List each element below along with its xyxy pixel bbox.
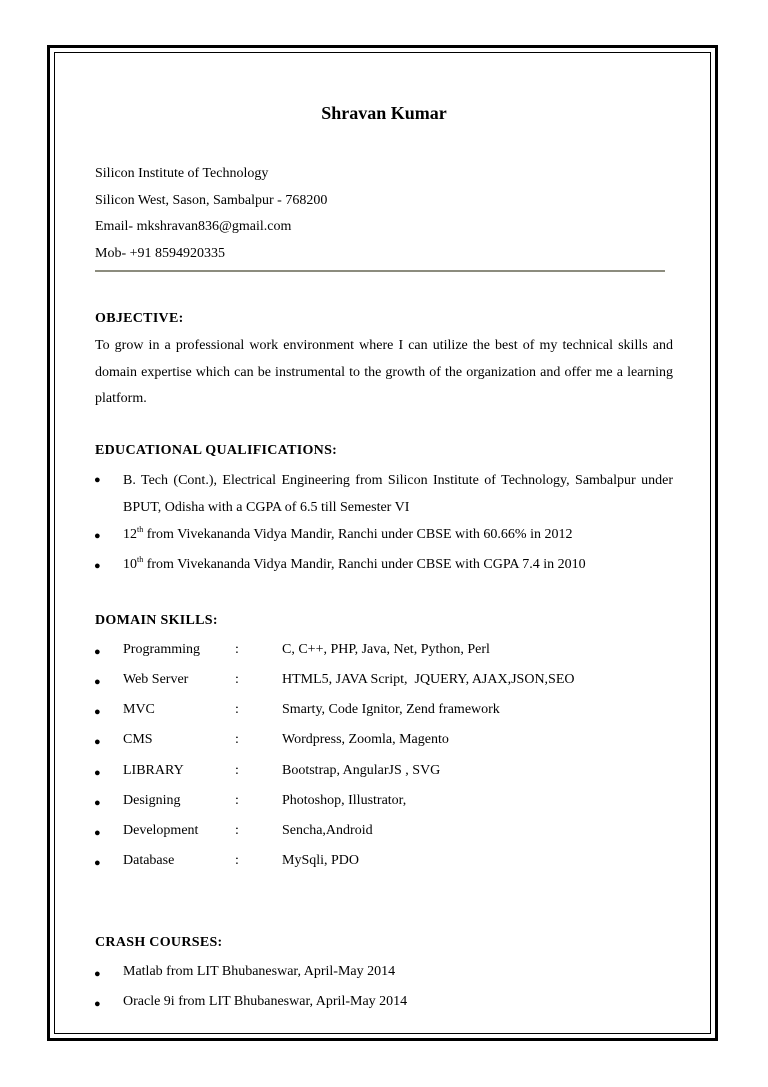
skill-separator: : <box>235 853 239 868</box>
bullet-icon: ● <box>94 646 101 658</box>
skill-separator: : <box>235 732 239 747</box>
education-item: 12th from Vivekananda Vidya Mandir, Ranchi under CBSE with 60.66% in 2012 <box>123 525 573 542</box>
skill-value: Smarty, Code Ignitor, Zend framework <box>282 702 500 717</box>
course-item: Matlab from LIT Bhubaneswar, April-May 2014 <box>123 964 396 979</box>
bullet-icon: ● <box>94 827 101 839</box>
skill-separator: : <box>235 763 239 778</box>
bullet-icon: ● <box>94 706 101 718</box>
skill-name: CMS <box>123 732 153 747</box>
objective-text: To grow in a professional work environment where I can utilize the best of my technical skills and domain expertise which can be instrumental to the growth of the organization and offer me a learning platform. <box>95 338 673 406</box>
skill-value: HTML5, JAVA Script, JQUERY, AJAX,JSON,SEO <box>282 672 575 687</box>
skill-name: Programming <box>123 642 200 657</box>
header-divider <box>95 270 665 272</box>
skill-name: Development <box>123 823 199 838</box>
bullet-icon: ● <box>94 560 101 572</box>
bullet-icon: ● <box>94 968 101 980</box>
mobile-line: Mob- +91 8594920335 <box>95 246 226 261</box>
skill-separator: : <box>235 672 239 687</box>
institute-line: Silicon Institute of Technology <box>95 166 269 181</box>
skill-name: Database <box>123 853 175 868</box>
education-item: 10th from Vivekananda Vidya Mandir, Ranchi under CBSE with CGPA 7.4 in 2010 <box>123 555 586 572</box>
bullet-icon: ● <box>94 998 101 1010</box>
bullet-icon: ● <box>94 736 101 748</box>
bullet-icon: ● <box>94 530 101 542</box>
candidate-name: Shravan Kumar <box>321 103 447 123</box>
bullet-icon: ● <box>94 676 101 688</box>
skill-separator: : <box>235 642 239 657</box>
skill-name: MVC <box>123 702 155 717</box>
email-line: Email- mkshravan836@gmail.com <box>95 219 292 234</box>
skill-name: Web Server <box>123 672 189 687</box>
courses-heading: CRASH COURSES: <box>95 935 223 950</box>
bullet-icon: ● <box>94 797 101 809</box>
skill-value: Sencha,Android <box>282 823 373 838</box>
skill-value: MySqli, PDO <box>282 853 360 868</box>
education-item: B. Tech (Cont.), Electrical Engineering from Silicon Institute of Technology, Sambalpur under BPUT, Odisha with a CGPA of 6.5 till Semester VI <box>123 473 673 515</box>
address-line: Silicon West, Sason, Sambalpur - 768200 <box>95 193 328 208</box>
bullet-icon: ● <box>94 767 101 779</box>
course-item: Oracle 9i from LIT Bhubaneswar, April-May 2014 <box>123 994 408 1009</box>
skill-value: Photoshop, Illustrator, <box>282 793 407 808</box>
skill-value: Wordpress, Zoomla, Magento <box>282 732 449 747</box>
bullet-icon: ● <box>94 474 101 486</box>
skill-separator: : <box>235 823 239 838</box>
skill-value: C, C++, PHP, Java, Net, Python, Perl <box>282 642 490 657</box>
bullet-icon: ● <box>94 857 101 869</box>
skill-value: Bootstrap, AngularJS , SVG <box>282 763 441 778</box>
skill-name: Designing <box>123 793 181 808</box>
objective-heading: OBJECTIVE: <box>95 311 184 326</box>
skill-separator: : <box>235 702 239 717</box>
skill-name: LIBRARY <box>123 763 184 778</box>
skill-separator: : <box>235 793 239 808</box>
skills-heading: DOMAIN SKILLS: <box>95 613 218 628</box>
education-heading: EDUCATIONAL QUALIFICATIONS: <box>95 443 338 458</box>
